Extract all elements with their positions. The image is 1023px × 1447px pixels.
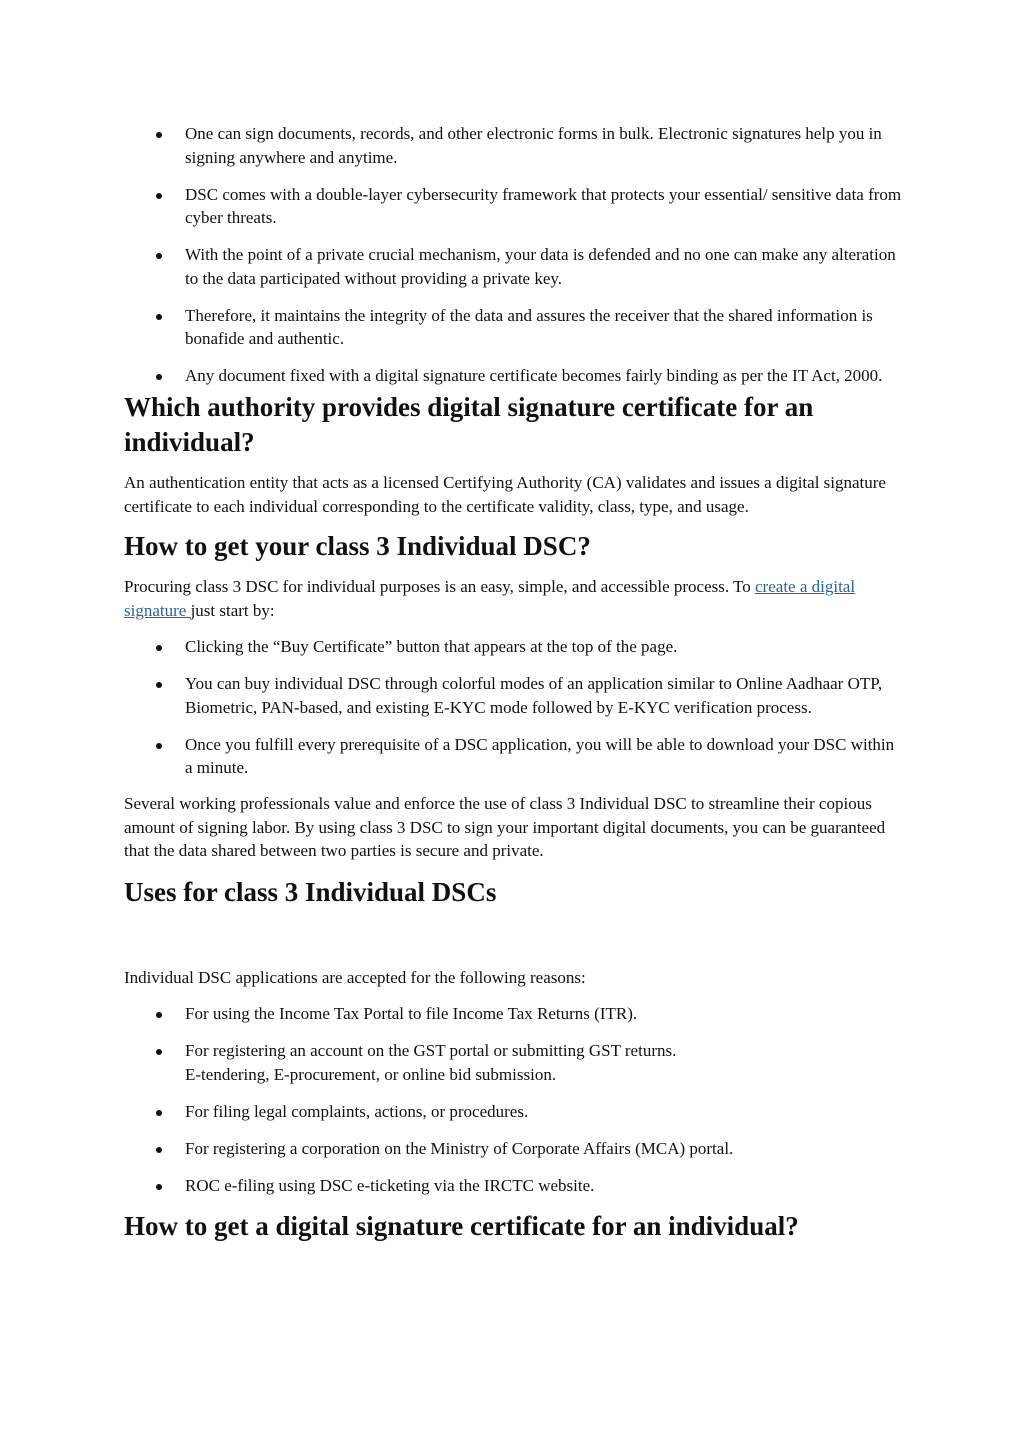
list-item-line: E-tendering, E-procurement, or online bid submission. xyxy=(185,1064,557,1084)
list-item-line: For registering an account on the GST portal or submitting GST returns. xyxy=(185,1041,677,1060)
authority-paragraph: An authentication entity that acts as a licensed Certifying Authority (CA) validates and issues a digital signature certificate to each individual corresponding to the certificate validity, class, type, and usage. xyxy=(124,473,886,516)
howto-closing-paragraph: Several working professionals value and enforce the use of class 3 Individual DSC to streamline their copious amount of signing labor. By using class 3 DSC to sign your important digital documents, you can be guaranteed that the data shared between two parties is secure and private. xyxy=(124,794,886,860)
howto-para-text: Procuring class 3 DSC for individual purposes is an easy, simple, and accessible process. To xyxy=(124,577,756,596)
list-item: One can sign documents, records, and other electronic forms in bulk. Electronic signatures help you in signing anywhere and anytime. xyxy=(124,122,904,169)
authority-heading: Which authority provides digital signature certificate for an individual? xyxy=(124,392,814,457)
howto-heading: How to get your class 3 Individual DSC? xyxy=(124,531,591,561)
list-item: For using the Income Tax Portal to file Income Tax Returns (ITR). xyxy=(124,1002,904,1026)
howto-paragraph xyxy=(124,575,904,622)
list-item: You can buy individual DSC through colorful modes of an application similar to Online Aadhaar OTP, Biometric, PAN-based, and existing E-KYC mode followed by E-KYC verification process. xyxy=(124,672,904,719)
uses-bullet-list xyxy=(124,1002,904,1197)
list-item: Any document fixed with a digital signature certificate becomes fairly binding as per the IT Act, 2000. xyxy=(124,364,904,388)
list-item: ROC e-filing using DSC e-ticketing via the IRCTC website. xyxy=(124,1174,904,1198)
final-heading: How to get a digital signature certificate for an individual? xyxy=(124,1210,799,1241)
howto-para-text-end: just start by: xyxy=(190,600,275,620)
intro-bullet-list xyxy=(124,122,904,388)
document-page xyxy=(124,122,904,1244)
list-item xyxy=(124,1039,904,1086)
list-item: Clicking the “Buy Certificate” button that appears at the top of the page. xyxy=(124,635,904,659)
uses-intro: Individual DSC applications are accepted for the following reasons: xyxy=(124,967,586,987)
howto-bullet-list xyxy=(124,635,904,780)
list-item: Once you fulfill every prerequisite of a DSC application, you will be able to download your DSC within a minute. xyxy=(124,733,904,780)
list-item: Therefore, it maintains the integrity of the data and assures the receiver that the shared information is bonafide and authentic. xyxy=(124,304,904,351)
create-digital-signature-link[interactable]: create a digital signature xyxy=(124,577,856,620)
list-item: For filing legal complaints, actions, or procedures. xyxy=(124,1100,904,1124)
list-item: DSC comes with a double-layer cybersecurity framework that protects your essential/ sensitive data from cyber threats. xyxy=(124,183,904,230)
list-item: For registering a corporation on the Ministry of Corporate Affairs (MCA) portal. xyxy=(124,1137,904,1161)
uses-heading: Uses for class 3 Individual DSCs xyxy=(124,876,497,907)
list-item: With the point of a private crucial mechanism, your data is defended and no one can make any alteration to the data participated without providing a private key. xyxy=(124,243,904,290)
